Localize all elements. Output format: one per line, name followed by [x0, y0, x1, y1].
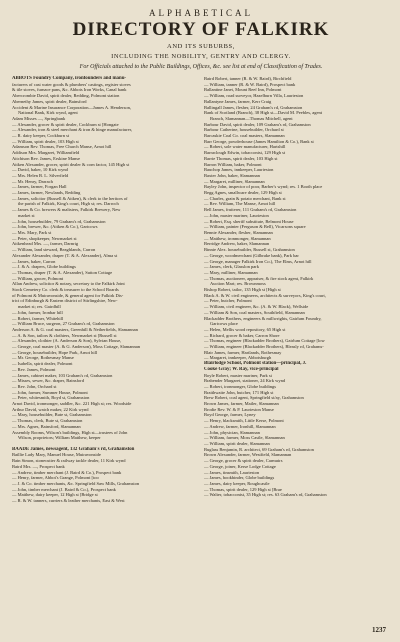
directory-entry: — James, dairy keeper, Roughcastle	[204, 480, 270, 486]
directory-entry: — Mrs. Helen B. L. Silverfield	[12, 172, 69, 178]
directory-entry: — George, coal master (A. & G. Anderson), Moss Cottage, Slamannan	[12, 344, 141, 350]
directory-entry: Boyle Robert, master mariner, Park st	[204, 372, 272, 378]
directory-entry: — John, farmer, Summer House, Polmont	[12, 389, 88, 395]
directory-entry: Bauchop James, innkeeper, Laurieston	[204, 167, 274, 173]
directory-entry: Adam Misses —, Springbank	[12, 115, 66, 121]
directory-entry: Bishop Robert, tailor, 135 High st [High st	[204, 287, 281, 293]
directory-entry: — James, baker, Carron	[12, 258, 56, 264]
page-header	[12, 8, 390, 70]
directory-entry: Blair James, farmer, Hartlands, Rothesmay	[204, 349, 282, 355]
directory-entry: BAADE James, newsagent, 132 Graham's rd, Grahamston	[12, 446, 135, 452]
directory-entry: Abercrombie David, spirit dealer, Redding, Polmont station	[12, 93, 120, 99]
directory-entry: — John, physician, Slamannan	[204, 429, 260, 435]
directory-entry: Begg Agnes, smallware dealer, 129 High st	[204, 190, 282, 196]
directory-entry: — Henry, farmer, Abbot's Grange, Polmont [too	[12, 475, 99, 481]
directory-entry: Barcaskie Coal Co. coal masters, Slamannan	[204, 133, 285, 139]
directory-entry: — A. & Son, tailors & clothiers, Newmarket st [Russell st	[12, 332, 117, 338]
directory-entry: Barron William, baker, Polmont	[204, 161, 262, 167]
directory-entry: Barraclough Edwin, tobacconist, 129 High st	[204, 150, 286, 156]
directory-entry: — Alexander, grocer & spirit dealer, Cockburn st [Hongate	[12, 121, 119, 127]
directory-entry: Aitkenhead Mrs. —, farmer, Darnrig	[12, 241, 79, 247]
directory-entry: Baird Mrs. —, Prospect bank	[12, 463, 65, 469]
directory-entry: — William, spirit dealer, Slamannan	[204, 441, 270, 446]
directory-entry: — John, housebuilder, 79 Graham's rd, Grahamston	[12, 218, 106, 224]
directory-entry: — George, joiner, Kerse Lodge Cottage	[204, 463, 276, 469]
directory-entry: — Alexander, iron & steel merchant & iron & hinge manufacturer,	[12, 127, 133, 133]
directory-entry: Addison Mrs. Margaret, Williamfield	[12, 150, 80, 156]
directory-entry: — Thomas, spirit dealer, 129 High st [Brae	[204, 486, 282, 492]
directory-entry: — Mr. George, Rothesmay Manse	[12, 355, 74, 361]
directory-entry: — Richard, grocer & baker, Carron Shore	[204, 332, 280, 338]
directory-entry: — J. & Co. timber merchants, &c. Springfield Saw Mills, Grahamston	[12, 480, 140, 486]
directory-entry: Branch, Slamannan—Thomas Mitchell, agent	[210, 115, 293, 121]
directory-entry: — Robert, farmer, Whitehill	[12, 315, 64, 321]
directory-entry: — Peter, butcher, Polmont	[204, 298, 252, 304]
directory-entry: Gartcows place	[210, 321, 238, 327]
directory-entry: Stock Cemetery Co. clerk & treasurer to the School Boards	[12, 287, 119, 293]
right-column	[204, 76, 390, 504]
directory-entry: Adamson Rev. Thomas, Free Church Manse, Arnot hill	[12, 144, 112, 150]
directory-entry: — William & Son, coal masters, Southfield, Slamannan	[204, 309, 305, 315]
directory-entry: Blackadder Brothers, engineers & millwrights, Gairlum Foundry,	[204, 315, 322, 321]
directory-entry: Ballantyne James, farmer, Kerr Craig	[204, 98, 272, 104]
directory-entry: — Henry, blacksmith, Little Kerse, Polmont	[204, 418, 284, 424]
directory-entry: facturers of cast water goods & plumbers' castings, register stoves	[12, 81, 131, 87]
directory-entry: Black A. & W. civil engineers, architects & surveyors, King's court,	[204, 292, 326, 298]
directory-entry: — James, clerk, Glasslon park	[204, 264, 259, 270]
directory-entry: — R. dairy keeper, Cockburn st	[12, 133, 70, 139]
directory-entry: — Robert, Esq. sheriff substitute, Belmont House	[204, 218, 294, 224]
subtitle-line-2: INCLUDING THE NOBILITY, GENTRY AND CLERGY.	[111, 53, 291, 60]
directory-entry: — Matthew, ironmonger, Slamannan	[204, 235, 271, 241]
directory-entry: Boyd George, farmer, Lyney	[204, 412, 256, 418]
directory-entry: — Margaret, milliner, Slamannan	[204, 178, 265, 184]
directory-entry: — Mr. Henry, Darrach	[12, 178, 53, 184]
directory-entry: Wilson, proprietors; William Matthew, keeper	[18, 435, 101, 441]
directory-entry: — William, painter (Ferguson & Bell), Vicarsons square	[204, 224, 306, 230]
directory-entry: — Mary, milliner, Slamannan	[204, 269, 258, 275]
directory-entry: Arthur David, watch maker, 22 Kirk wynd	[12, 406, 89, 412]
page-number: 1237	[372, 626, 386, 634]
directory-entry: Brodie Rev. W. & P. Laurieston Manse	[204, 406, 274, 412]
directory-entry: — William, road surveyor, Hazelburn Villa, Laurieston	[204, 93, 304, 99]
directory-entry: Baillie Lady Mary, Manuel House, Muiravonside	[12, 452, 101, 458]
directory-entry: — William, land steward, Beaghlands, Carron	[12, 247, 96, 253]
directory-entry: — Misses, sewer, &c. draper, Bainsford	[12, 378, 84, 384]
directory-entry: — John, farmer, Ironbar hill	[12, 309, 63, 315]
directory-entry: — John, master mariner, Laurieston	[204, 212, 269, 218]
directory-entry: Accident & Marine Insurance Corporation—James A. Henderson,	[12, 104, 131, 110]
directory-entry: — William, spirit dealer, 103 High st	[12, 138, 79, 144]
directory-entry: Aitchison Rev. James, Erskine Manse	[12, 155, 80, 161]
directory-entry: Alexander Alexander, draper (T. & A. Alexander), Alma st	[12, 252, 118, 258]
directory-entry: — George, housebuilder, Hope Park, Arnot hill	[12, 349, 98, 355]
directory-entry: — J. & A. drapers, Globe buildings	[12, 264, 76, 270]
directory-entry: Barbour Catherine, housebuilder, Orchard st	[204, 127, 284, 133]
directory-entry: — Margaret, innkeeper, Abbotsburgh	[204, 355, 272, 361]
directory-entry: — Thomas, clerk, Bute st, Grahamston	[12, 418, 83, 424]
directory-entry: — R. & W. tanners, curriers & leather merchants, East & West	[12, 498, 125, 504]
directory-entry: Brew Robert, coal agent, Springfield st/ay, Grahamston	[204, 395, 304, 401]
directory-entry: — Robert, sole water manufacturer, Hartshill	[204, 144, 286, 150]
directory-entry: — Andrew, farmer, Ironhill, Slamannan	[204, 423, 276, 429]
directory-entry: Brown Alexander, farmer, Westfield, Slamannan	[204, 452, 292, 458]
directory-entry: — William, tanner (R. & W. Baird), Prospect bank	[204, 81, 296, 87]
directory-entry: Anderson A. & G. coal masters, Greenhill & Netherfields, Slamannan	[12, 326, 138, 332]
directory-entry: — James, bookbinder, Globe buildings	[204, 475, 275, 481]
directory-entry: Binnie Alex. housebuilder, Russell st, Grahamston	[204, 247, 295, 253]
directory-entry: — George, grocer & spirit dealer, Carmuirs	[204, 458, 283, 464]
directory-entry: — Walter, tobacconist, 35 High st; res. 63 Graham's rd, Grahamston	[204, 492, 327, 498]
directory-entry: Brown James, farmer, Mailer, Slamannan	[204, 401, 279, 407]
directory-entry: Berridge Andrew, baker, Slamannan	[204, 241, 270, 247]
directory-entry: — George, manager Falkirk Iron Co.), The Elms, Arnot hill	[204, 258, 312, 264]
directory-entry: Bennie Alexander, flesher, Slamannan	[204, 229, 273, 235]
directory-entry: Barr George, powderhouse (James Hamilton & Co.), Bank st	[204, 138, 314, 144]
directory-entry: — Isabella, spirit dealer, Polmont	[12, 361, 73, 367]
directory-entry: Baxter John, baker, Slamannan	[204, 172, 260, 178]
directory-entry: — Peter, whitesmith, Boyd st, Grahamston	[12, 395, 90, 401]
directory-entry: — William, grocer, Polmont	[12, 275, 64, 281]
directory-entry: Abernethy James, spirit dealer, Bainsford	[12, 98, 87, 104]
directory-entry: Assembly Rooms, Wilson's buildings, High st—trustees of John	[12, 429, 128, 435]
directory-entry: — William Bruce, surgeon, 27 Graham's rd, Grahamston	[12, 321, 115, 327]
directory-entry: Bank of Scotland (Branch), 38 High st—David M. Peebles, agent	[204, 110, 322, 116]
directory-entry: Aitken Alexander, grocer, spirit dealer & corn factor, 145 High st	[12, 161, 130, 167]
directory-entry: National Bank, Kirk wynd, agent	[18, 110, 78, 116]
directory-entry: — Mrs. Agnes, Bainsford, Slamannan	[12, 423, 81, 429]
directory-entry: — Rev. John, Orchard st	[12, 383, 57, 389]
directory-entry: of Polmont & Muiravonside, & general agent for Falkirk Dis-	[12, 292, 124, 298]
directory-entry: Bain Simon, stonecutter & railway tackle dealer, 11 Kirk wynd	[12, 458, 126, 464]
directory-entry: Baird Robert, tanner (R. & W. Baird), Birchfield	[204, 76, 292, 81]
directory-entry: — George, woodmerchant (Gilbrake bank), Park bar	[204, 252, 299, 258]
directory-entry: — William, farmer, Moss Castle, Slamannan	[204, 435, 285, 441]
directory-entry: Barbour David, spirit dealer, 109 Graham's rd, Grahamston	[204, 121, 311, 127]
directory-entry: — John, brewer, &c. (Aitken & Co.), Gartcows	[12, 224, 98, 230]
directory-entry: — Robert, ironmonger, Globe buildings	[204, 383, 277, 389]
directory-entry: & tile stoves, furnace pans, &c. Abbots Iron Works, Canal bank	[12, 87, 127, 93]
directory-entry: Allan Andrew, solicitor & notary, secretary to the Falkirk Joint	[12, 281, 125, 287]
directory-entry: — Mrs. Mary, Park st	[12, 229, 52, 235]
directory-entry: Bayley John, inspector of poor, Barber's wynd; res. 1 Booth place	[204, 184, 323, 190]
directory-entry: — Thomas, draper (T. & A. Alexander), Sutton Cottage	[12, 269, 113, 275]
directory-entry: — James, farmer, Newlands, Redding	[12, 190, 81, 196]
directory-entry: ABBOTS Foundry Company, ironfounders and manu-	[12, 76, 127, 81]
page-title: DIRECTORY OF FALKIRK	[72, 19, 330, 40]
directory-entry: trict of Edinburgh & Eastern district of Stirlingshire, New-	[12, 298, 118, 304]
directory-entry: — William, civil engineer, &c. (A. & W. Black), Wellside	[204, 304, 309, 310]
directory-entry: — James, solicitor (Russell & Aitken), & clerk to the heritors of	[12, 195, 128, 201]
directory-entry: — Peter, shopkeeper, Newmarket st	[12, 235, 77, 241]
directory-entry: — James & Co. brewers & maltsters, Falkirk Brewery, New	[12, 207, 121, 213]
entry-columns	[12, 76, 390, 504]
directory-entry: Buglass Benjamin, R. architect, 69 Graham's rd, Grahamston	[204, 446, 314, 452]
directory-entry: — Charles, grain & potato merchant, Bank st	[204, 195, 286, 201]
alphabetical-label: ALPHABETICAL	[149, 8, 253, 18]
directory-entry: the parish of Falkirk, King's court, High st; res. Darroch	[18, 201, 119, 207]
directory-entry: market st	[18, 212, 35, 218]
directory-entry: — Helen, Mellis wood repository, 65 High st	[204, 326, 286, 332]
directory-entry: — Andrew, timber merchant (J. Baird & Co.), Prospect bank	[12, 469, 122, 475]
officials-note: For Officials attached to the Public Buildings, Offices, &c. see list at end of Classification of Trades.	[79, 64, 323, 70]
directory-entry: Bell James, fruiterer, 111 Graham's rd, Grahamston	[204, 207, 297, 213]
directory-entry: — Thomas, engineer (Blackadder Brothers), Gairlum Cottage [low	[204, 338, 325, 344]
directory-entry: — Thomas, auctioneer, appraiser, & fire stock agent, Falkirk	[204, 275, 314, 281]
directory-entry: — James, farmer, Forgan Hall	[12, 184, 67, 190]
directory-entry: — William, engineer (Blackadder Brothers), Bleasly rd, Grahams-	[204, 344, 324, 350]
directory-entry: — James, tinsmith, Laurieston	[204, 469, 260, 475]
directory-entry: Blairlodge School, Polmont station—principal, J.	[204, 361, 307, 367]
directory-entry: Arnot David, ironmonger, saddler, &c. 221 High st; res. Woodside	[12, 401, 132, 407]
directory-entry: Cooke Gray; W. Ray, vice-principal	[204, 366, 279, 372]
directory-entry: Barrie Thomas, spirit dealer, 103 High st	[204, 155, 278, 161]
directory-entry: — Rev. William, The Manse, Arnot hill	[204, 201, 276, 207]
directory-entry: Ballingall James, flesher, 24 Graham's rd, Grahamston	[204, 104, 303, 110]
directory-entry: — David, baker, 10 Kirk wynd	[12, 167, 68, 173]
directory-entry: Brabender Margaret, stationer, 24 Kirk wynd	[204, 378, 286, 384]
left-column	[12, 76, 198, 504]
directory-entry: — James, cabinet maker, 103 Graham's rd, Grahamston	[12, 372, 113, 378]
directory-entry: — Rev. James, Polmont	[12, 366, 56, 372]
directory-entry: — Mary, housebuilder, Bute st, Grahamston	[12, 412, 92, 418]
subtitle-line-1: AND ITS SUBURBS,	[167, 43, 235, 50]
directory-entry: Auction Mart; res. Brownmoss	[210, 281, 266, 287]
directory-entry: Braithwaite John, butcher, 171 High st	[204, 389, 274, 395]
directory-entry: — John, timber merchant (J. Baird & Co.), Prospect bank	[12, 486, 116, 492]
directory-entry: — Matthew, dairy keeper, 12 High st [Bridge st	[12, 492, 98, 498]
directory-entry: market st; res. Gairdhill	[18, 304, 61, 310]
directory-entry: — Alexander, clothier (A. Anderson & Son), Sylvian House,	[12, 338, 122, 344]
directory-entry: Ballantine Janet, Mount Reef Inn, Polmont	[204, 87, 282, 93]
